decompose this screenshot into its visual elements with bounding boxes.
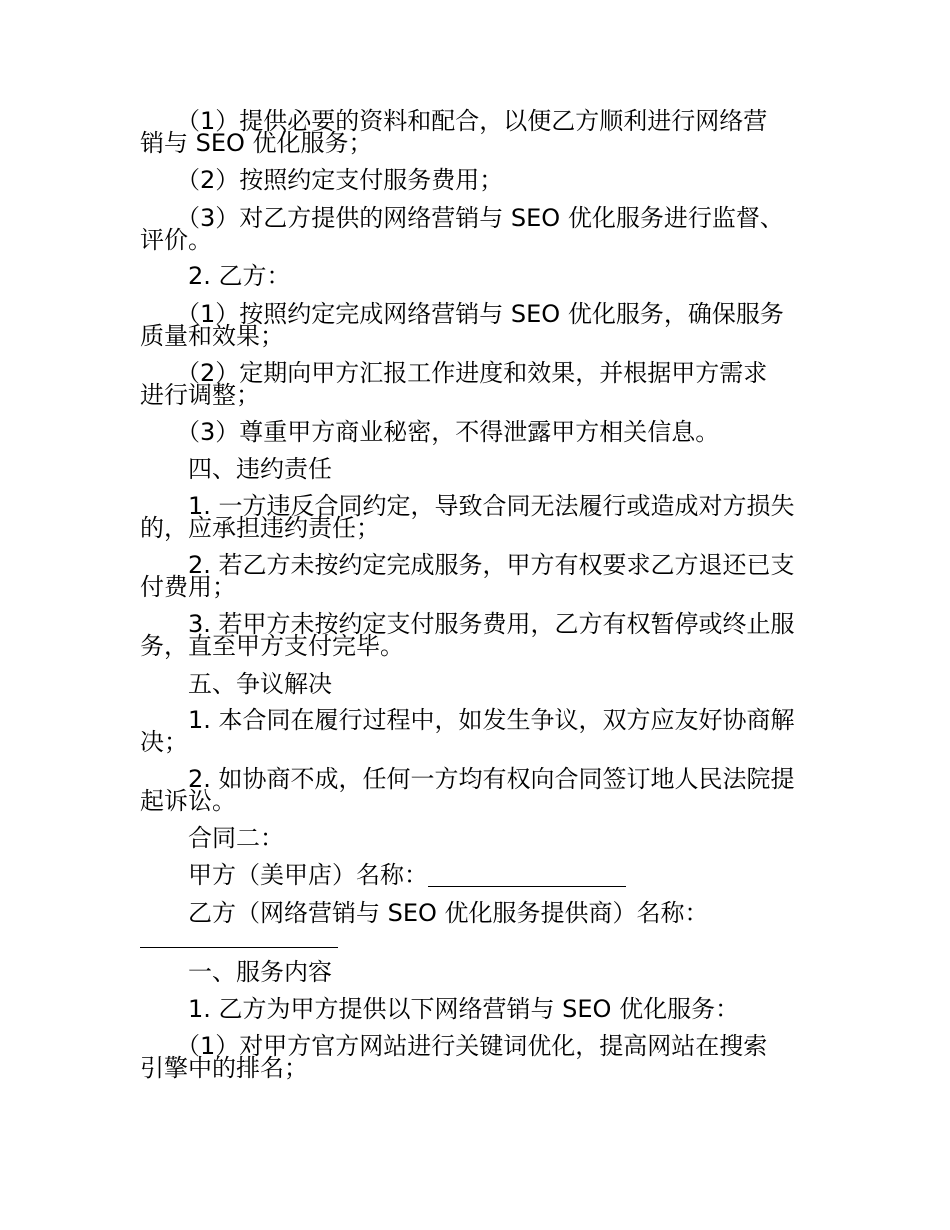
section-heading: 四、违约责任 xyxy=(140,455,332,483)
text-line: 质量和效果； xyxy=(140,322,284,350)
text-line: （2）按照约定支付服务费用； xyxy=(140,166,504,194)
text-line: 1. 乙方为甲方提供以下网络营销与 SEO 优化服务： xyxy=(140,995,740,1023)
text-line: 1. 一方违反合同约定，导致合同无法履行或造成对方损失 xyxy=(140,492,795,520)
text-line: 2. 若乙方未按约定完成服务，甲方有权要求乙方退还已支 xyxy=(140,551,795,579)
text-line: 销与 SEO 优化服务； xyxy=(140,129,373,157)
text-line: （1）按照约定完成网络营销与 SEO 优化服务，确保服务 xyxy=(140,300,784,328)
text-line: 进行调整； xyxy=(140,381,260,409)
section-heading: 一、服务内容 xyxy=(140,958,332,986)
text-line: （1）提供必要的资料和配合，以便乙方顺利进行网络营 xyxy=(140,107,768,135)
text-line: 评价。 xyxy=(140,226,212,254)
text-line: 2. 如协商不成，任何一方均有权向合同签订地人民法院提 xyxy=(140,765,795,793)
text-line: （1）对甲方官方网站进行关键词优化，提高网站在搜索 xyxy=(140,1032,768,1060)
party-a-name-blank xyxy=(428,864,626,887)
party-a-name-label: 甲方（美甲店）名称： xyxy=(140,861,428,889)
party-b-name-label: 乙方（网络营销与 SEO 优化服务提供商）名称： xyxy=(140,899,709,927)
text-line: （3）尊重甲方商业秘密，不得泄露甲方相关信息。 xyxy=(140,418,720,446)
text-line: 起诉讼。 xyxy=(140,787,236,815)
section-heading: 五、争议解决 xyxy=(140,670,332,698)
text-line: 决； xyxy=(140,728,188,756)
text-line: 3. 若甲方未按约定支付服务费用，乙方有权暂停或终止服 xyxy=(140,610,795,638)
text-line: 务，直至甲方支付完毕。 xyxy=(140,632,404,660)
party-a-name-row xyxy=(140,863,820,887)
text-line: 引擎中的排名； xyxy=(140,1054,308,1082)
text-line: 的，应承担违约责任； xyxy=(140,514,380,542)
text-line: （2）定期向甲方汇报工作进度和效果，并根据甲方需求 xyxy=(140,359,768,387)
text-line: （3）对乙方提供的网络营销与 SEO 优化服务进行监督、 xyxy=(140,204,784,232)
party-b-name-blank xyxy=(140,925,338,948)
contract-two-heading: 合同二： xyxy=(140,824,284,852)
party-b-name-row xyxy=(140,924,820,948)
text-line: 1. 本合同在履行过程中，如发生争议，双方应友好协商解 xyxy=(140,706,795,734)
text-line: 付费用； xyxy=(140,573,236,601)
text-line: 2. 乙方： xyxy=(140,262,291,290)
